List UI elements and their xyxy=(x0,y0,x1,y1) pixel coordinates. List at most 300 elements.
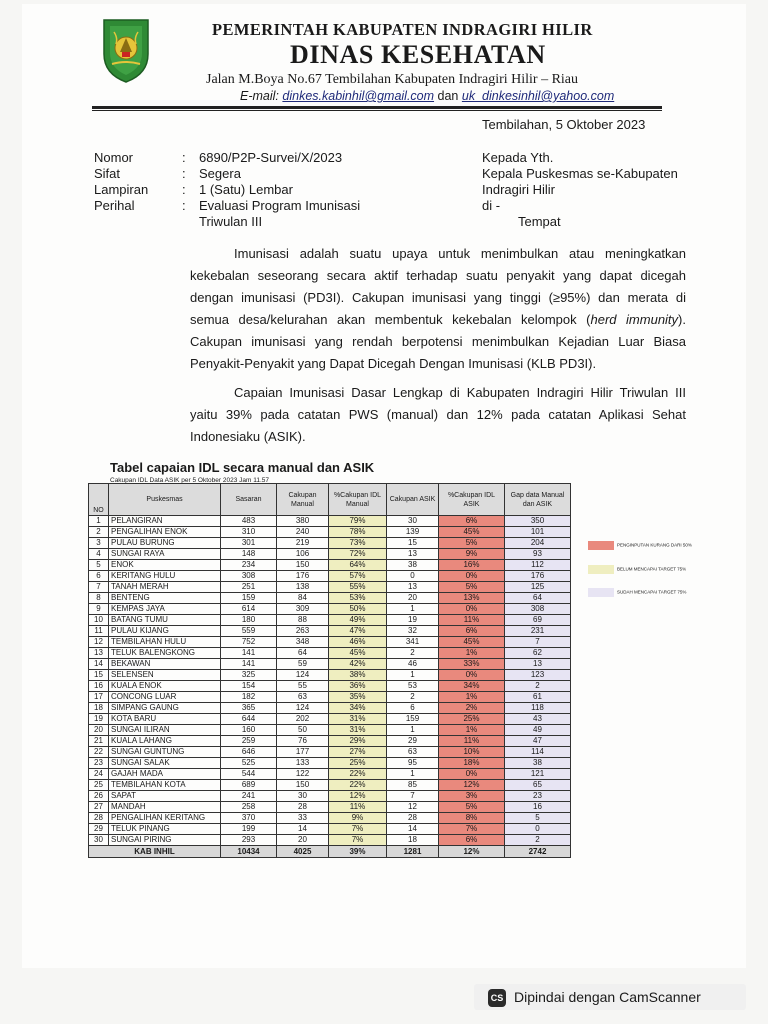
table-cell: 1% xyxy=(439,725,505,736)
meta-colon: : xyxy=(182,182,186,197)
table-cell: KUALA LAHANG xyxy=(109,736,221,747)
table-cell: 47% xyxy=(329,626,387,637)
table-cell: 78% xyxy=(329,527,387,538)
table-cell: 9% xyxy=(329,813,387,824)
table-title: Tabel capaian IDL secara manual dan ASIK xyxy=(110,460,375,475)
recipient-line: Tempat xyxy=(518,214,561,229)
table-cell: 240 xyxy=(277,527,329,538)
table-cell: SELENSEN xyxy=(109,670,221,681)
table-cell: 11% xyxy=(439,736,505,747)
table-cell: 141 xyxy=(221,648,277,659)
table-cell: 11 xyxy=(89,626,109,637)
table-cell: 2 xyxy=(505,835,571,846)
table-cell: PULAU KIJANG xyxy=(109,626,221,637)
table-cell: 13 xyxy=(89,648,109,659)
table-cell: 69 xyxy=(505,615,571,626)
table-cell: 49% xyxy=(329,615,387,626)
table-cell: 20 xyxy=(89,725,109,736)
table-cell: 25 xyxy=(89,780,109,791)
table-row xyxy=(89,571,571,582)
table-cell: ENOK xyxy=(109,560,221,571)
table-cell: 293 xyxy=(221,835,277,846)
table-cell: 7% xyxy=(329,824,387,835)
meta-value-lampiran: 1 (Satu) Lembar xyxy=(199,182,293,197)
table-row xyxy=(89,615,571,626)
recipient-line: di - xyxy=(482,198,501,213)
table-cell: 308 xyxy=(221,571,277,582)
table-cell: 64 xyxy=(277,648,329,659)
table-row xyxy=(89,637,571,648)
table-cell: 22 xyxy=(89,747,109,758)
table-cell: CONCONG LUAR xyxy=(109,692,221,703)
meta-value-perihal-cont: Triwulan III xyxy=(199,214,263,229)
column-header: %Cakupan IDL ASIK xyxy=(439,484,505,516)
table-cell: 241 xyxy=(221,791,277,802)
table-row xyxy=(89,560,571,571)
table-cell: 180 xyxy=(221,615,277,626)
table-cell: MANDAH xyxy=(109,802,221,813)
table-cell: 301 xyxy=(221,538,277,549)
table-cell: PENGALIHAN ENOK xyxy=(109,527,221,538)
table-cell: 59 xyxy=(277,659,329,670)
email-label: E-mail: xyxy=(240,89,279,103)
table-cell: 12% xyxy=(439,780,505,791)
table-cell: 38% xyxy=(329,670,387,681)
meta-label-nomor: Nomor xyxy=(94,150,134,165)
table-cell: 614 xyxy=(221,604,277,615)
total-cell: 12% xyxy=(439,846,505,858)
legend-item-below-50 xyxy=(588,541,692,550)
table-cell: 72% xyxy=(329,549,387,560)
letter-date: Tembilahan, 5 Oktober 2023 xyxy=(482,117,646,132)
table-cell: 7% xyxy=(329,835,387,846)
table-cell: 95 xyxy=(387,758,439,769)
table-cell: 88 xyxy=(277,615,329,626)
table-cell: 176 xyxy=(505,571,571,582)
table-cell: 7 xyxy=(387,791,439,802)
table-cell: 18 xyxy=(387,835,439,846)
table-cell: 1 xyxy=(387,604,439,615)
table-cell: 11% xyxy=(329,802,387,813)
table-cell: 5 xyxy=(505,813,571,824)
table-row xyxy=(89,769,571,780)
table-cell: 341 xyxy=(387,637,439,648)
table-cell: 21 xyxy=(89,736,109,747)
column-header: Cakupan ASIK xyxy=(387,484,439,516)
meta-value-sifat: Segera xyxy=(199,166,241,181)
total-label: KAB INHIL xyxy=(89,846,221,858)
table-cell: 1 xyxy=(89,516,109,527)
table-cell: 79% xyxy=(329,516,387,527)
table-row xyxy=(89,835,571,846)
table-cell: 42% xyxy=(329,659,387,670)
table-cell: 139 xyxy=(387,527,439,538)
table-cell: 14 xyxy=(89,659,109,670)
table-cell: 106 xyxy=(277,549,329,560)
table-cell: 10% xyxy=(439,747,505,758)
table-row xyxy=(89,758,571,769)
table-cell: SUNGAI GUNTUNG xyxy=(109,747,221,758)
table-cell: 25% xyxy=(329,758,387,769)
table-cell: 309 xyxy=(277,604,329,615)
recipient-line: Kepala Puskesmas se-Kabupaten xyxy=(482,166,678,181)
table-cell: 28 xyxy=(89,813,109,824)
table-cell: 9 xyxy=(89,604,109,615)
meta-colon: : xyxy=(182,150,186,165)
table-row xyxy=(89,747,571,758)
table-row xyxy=(89,692,571,703)
table-cell: 2 xyxy=(505,681,571,692)
table-cell: 7% xyxy=(439,824,505,835)
header-government-name: PEMERINTAH KABUPATEN INDRAGIRI HILIR xyxy=(212,20,593,39)
table-cell: 19 xyxy=(89,714,109,725)
table-cell: 13 xyxy=(387,549,439,560)
legend-label: PENGINPUTAN KURANG DARI 50% xyxy=(617,542,692,548)
total-cell: 1281 xyxy=(387,846,439,858)
camscanner-text: Dipindai dengan CamScanner xyxy=(514,989,701,1005)
recipient-line: Kepada Yth. xyxy=(482,150,554,165)
table-cell: 22% xyxy=(329,769,387,780)
table-cell: 251 xyxy=(221,582,277,593)
table-row xyxy=(89,791,571,802)
table-cell: 483 xyxy=(221,516,277,527)
table-cell: 525 xyxy=(221,758,277,769)
table-row xyxy=(89,626,571,637)
table-cell: 0 xyxy=(505,824,571,835)
table-cell: 55% xyxy=(329,582,387,593)
table-cell: 121 xyxy=(505,769,571,780)
table-cell: 24 xyxy=(89,769,109,780)
table-cell: 84 xyxy=(277,593,329,604)
meta-value-perihal: Evaluasi Program Imunisasi xyxy=(199,198,361,213)
table-cell: 38 xyxy=(387,560,439,571)
table-cell: 8% xyxy=(439,813,505,824)
table-cell: 29 xyxy=(89,824,109,835)
table-cell: 23 xyxy=(505,791,571,802)
table-cell: SUNGAI SALAK xyxy=(109,758,221,769)
table-cell: 27% xyxy=(329,747,387,758)
table-cell: PULAU BURUNG xyxy=(109,538,221,549)
table-cell: 33 xyxy=(277,813,329,824)
table-cell: 85 xyxy=(387,780,439,791)
table-row xyxy=(89,527,571,538)
table-cell: 64% xyxy=(329,560,387,571)
table-cell: SIMPANG GAUNG xyxy=(109,703,221,714)
legend-label: BELUM MENCAPAI TARGET 75% xyxy=(617,566,687,572)
legend-item-reached-target xyxy=(588,588,686,597)
table-cell: 13 xyxy=(387,582,439,593)
camscanner-icon: CS xyxy=(488,989,506,1007)
table-cell: 12 xyxy=(89,637,109,648)
table-cell: 62 xyxy=(505,648,571,659)
header-email-line xyxy=(240,89,614,103)
table-cell: 118 xyxy=(505,703,571,714)
table-cell: 34% xyxy=(329,703,387,714)
table-cell: 138 xyxy=(277,582,329,593)
table-cell: 1 xyxy=(387,725,439,736)
table-cell: 1 xyxy=(387,670,439,681)
table-cell: 559 xyxy=(221,626,277,637)
table-cell: 45% xyxy=(329,648,387,659)
table-cell: SAPAT xyxy=(109,791,221,802)
table-cell: 325 xyxy=(221,670,277,681)
table-cell: 13 xyxy=(505,659,571,670)
table-cell: 1% xyxy=(439,692,505,703)
table-cell: 20 xyxy=(277,835,329,846)
table-cell: 308 xyxy=(505,604,571,615)
table-cell: 14 xyxy=(277,824,329,835)
table-cell: 11% xyxy=(439,615,505,626)
table-cell: 122 xyxy=(277,769,329,780)
table-cell: 73% xyxy=(329,538,387,549)
table-cell: 114 xyxy=(505,747,571,758)
table-cell: 2 xyxy=(89,527,109,538)
table-cell: 6% xyxy=(439,516,505,527)
table-cell: 7 xyxy=(505,637,571,648)
table-cell: 33% xyxy=(439,659,505,670)
table-row xyxy=(89,824,571,835)
table-cell: 25% xyxy=(439,714,505,725)
table-cell: 63 xyxy=(277,692,329,703)
table-cell: 43 xyxy=(505,714,571,725)
table-cell: BATANG TUMU xyxy=(109,615,221,626)
legend-swatch xyxy=(588,565,614,574)
table-cell: 0 xyxy=(387,571,439,582)
table-cell: 34% xyxy=(439,681,505,692)
table-cell: 6% xyxy=(439,626,505,637)
table-cell: 27 xyxy=(89,802,109,813)
email-joiner: dan xyxy=(437,89,459,103)
table-cell: 6 xyxy=(89,571,109,582)
table-cell: 234 xyxy=(221,560,277,571)
table-row xyxy=(89,703,571,714)
table-cell: 50% xyxy=(329,604,387,615)
paragraph-text: ). Cakupan imunisasi yang rendah berpotensi menimbulkan Kejadian Luar Biasa Penyakit-Penyakit yang Dapat Dicegah Dengan Imunisasi (KLB PD3I). xyxy=(190,312,686,371)
meta-label-perihal: Perihal xyxy=(94,198,135,213)
table-cell: 2% xyxy=(439,703,505,714)
column-header: NO xyxy=(89,484,109,516)
table-cell: 28 xyxy=(387,813,439,824)
column-header: Puskesmas xyxy=(109,484,221,516)
table-cell: 12% xyxy=(329,791,387,802)
total-cell: 10434 xyxy=(221,846,277,858)
table-cell: 148 xyxy=(221,549,277,560)
column-header: Gap data Manual dan ASIK xyxy=(505,484,571,516)
table-row xyxy=(89,780,571,791)
table-cell: BENTENG xyxy=(109,593,221,604)
table-cell: 159 xyxy=(221,593,277,604)
table-cell: 53% xyxy=(329,593,387,604)
table-cell: SUNGAI ILIRAN xyxy=(109,725,221,736)
table-cell: KERITANG HULU xyxy=(109,571,221,582)
table-cell: 61 xyxy=(505,692,571,703)
table-cell: 6% xyxy=(439,835,505,846)
table-cell: 64 xyxy=(505,593,571,604)
legend-swatch xyxy=(588,588,614,597)
table-cell: 18 xyxy=(89,703,109,714)
table-cell: 350 xyxy=(505,516,571,527)
table-cell: 0% xyxy=(439,571,505,582)
table-cell: 18% xyxy=(439,758,505,769)
body-paragraph-2 xyxy=(190,382,686,448)
table-cell: 26 xyxy=(89,791,109,802)
table-cell: 16% xyxy=(439,560,505,571)
table-cell: PELANGIRAN xyxy=(109,516,221,527)
table-cell: 47 xyxy=(505,736,571,747)
header-address: Jalan M.Boya No.67 Tembilahan Kabupaten Indragiri Hilir – Riau xyxy=(206,72,579,87)
table-cell: 0% xyxy=(439,604,505,615)
table-cell: 13% xyxy=(439,593,505,604)
table-cell: 141 xyxy=(221,659,277,670)
table-cell: 125 xyxy=(505,582,571,593)
table-row xyxy=(89,648,571,659)
email-link-1[interactable]: dinkes.kabinhil@gmail.com xyxy=(282,89,435,103)
legend-label: SUDAH MENCAPAI TARGET 75% xyxy=(617,589,687,595)
table-cell: 3% xyxy=(439,791,505,802)
table-cell: 259 xyxy=(221,736,277,747)
table-cell: 6 xyxy=(387,703,439,714)
table-row xyxy=(89,604,571,615)
table-cell: 5% xyxy=(439,538,505,549)
paragraph-text: Imunisasi adalah suatu upaya untuk menimbulkan atau meningkatkan kekebalan seseorang secara aktif terhadap suatu penyakit yang dapat dicegah dengan imunisasi (PD3I). Cakupan imunisasi yang tinggi (≥95%) dan merata di semua desa/kelurahan akan membentuk kekebalan kelompok ( xyxy=(190,246,686,327)
table-cell: 263 xyxy=(277,626,329,637)
table-cell: 370 xyxy=(221,813,277,824)
table-row xyxy=(89,802,571,813)
table-cell: 65 xyxy=(505,780,571,791)
table-cell: 348 xyxy=(277,637,329,648)
table-row xyxy=(89,714,571,725)
meta-label-sifat: Sifat xyxy=(94,166,121,181)
table-cell: 31% xyxy=(329,714,387,725)
table-cell: KEMPAS JAYA xyxy=(109,604,221,615)
table-cell: 28 xyxy=(277,802,329,813)
table-row xyxy=(89,593,571,604)
paragraph-emphasis: herd immunity xyxy=(590,312,679,327)
table-cell: 5% xyxy=(439,582,505,593)
table-cell: GAJAH MADA xyxy=(109,769,221,780)
table-cell: 9% xyxy=(439,549,505,560)
table-cell: 5% xyxy=(439,802,505,813)
table-cell: 23 xyxy=(89,758,109,769)
table-cell: TANAH MERAH xyxy=(109,582,221,593)
table-cell: 45% xyxy=(439,527,505,538)
table-cell: TEMBILAHAN KOTA xyxy=(109,780,221,791)
table-cell: 3 xyxy=(89,538,109,549)
table-cell: 15 xyxy=(89,670,109,681)
legend-swatch xyxy=(588,541,614,550)
column-header: Cakupan Manual xyxy=(277,484,329,516)
table-row xyxy=(89,736,571,747)
table-cell: 16 xyxy=(505,802,571,813)
total-cell: 39% xyxy=(329,846,387,858)
table-cell: 182 xyxy=(221,692,277,703)
table-cell: PENGALIHAN KERITANG xyxy=(109,813,221,824)
table-cell: 22% xyxy=(329,780,387,791)
table-cell: 0% xyxy=(439,769,505,780)
table-cell: SUNGAI PIRING xyxy=(109,835,221,846)
total-cell: 2742 xyxy=(505,846,571,858)
table-cell: 12 xyxy=(387,802,439,813)
header-divider-thin xyxy=(92,110,662,111)
email-link-2[interactable]: uk_dinkesinhil@yahoo.com xyxy=(461,89,615,103)
table-row xyxy=(89,659,571,670)
table-cell: 29% xyxy=(329,736,387,747)
table-cell: SUNGAI RAYA xyxy=(109,549,221,560)
table-cell: 30 xyxy=(89,835,109,846)
table-cell: 45% xyxy=(439,637,505,648)
table-row xyxy=(89,582,571,593)
table-cell: 4 xyxy=(89,549,109,560)
table-cell: 49 xyxy=(505,725,571,736)
table-cell: 365 xyxy=(221,703,277,714)
table-cell: 1 xyxy=(387,769,439,780)
camscanner-watermark xyxy=(474,984,746,1010)
table-cell: 160 xyxy=(221,725,277,736)
table-cell: 19 xyxy=(387,615,439,626)
table-cell: 1% xyxy=(439,648,505,659)
table-cell: 176 xyxy=(277,571,329,582)
table-cell: 55 xyxy=(277,681,329,692)
table-cell: 124 xyxy=(277,703,329,714)
table-row xyxy=(89,681,571,692)
table-cell: 8 xyxy=(89,593,109,604)
table-cell: 123 xyxy=(505,670,571,681)
table-cell: 7 xyxy=(89,582,109,593)
table-cell: 35% xyxy=(329,692,387,703)
paragraph-text: Capaian Imunisasi Dasar Lengkap di Kabupaten Indragiri Hilir Triwulan III yaitu 39% pada catatan PWS (manual) dan 12% pada catatan Aplikasi Sehat Indonesiaku (ASIK). xyxy=(190,385,686,444)
table-row xyxy=(89,670,571,681)
meta-label-lampiran: Lampiran xyxy=(94,182,149,197)
regency-emblem-icon xyxy=(98,14,154,84)
table-row xyxy=(89,813,571,824)
table-cell: TELUK BALENGKONG xyxy=(109,648,221,659)
table-cell: 219 xyxy=(277,538,329,549)
table-cell: 46% xyxy=(329,637,387,648)
table-cell: 2 xyxy=(387,648,439,659)
table-cell: 112 xyxy=(505,560,571,571)
table-subtitle: Cakupan IDL Data ASIK per 5 Oktober 2023 Jam 11.57 xyxy=(110,477,269,484)
table-cell: 159 xyxy=(387,714,439,725)
table-cell: 36% xyxy=(329,681,387,692)
table-cell: 76 xyxy=(277,736,329,747)
table-header-row xyxy=(89,484,571,516)
meta-value-nomor: 6890/P2P-Survei/X/2023 xyxy=(199,150,343,165)
column-header: %Cakupan IDL Manual xyxy=(329,484,387,516)
table-cell: 38 xyxy=(505,758,571,769)
body-paragraph-1 xyxy=(190,243,686,375)
table-cell: 16 xyxy=(89,681,109,692)
table-cell: 150 xyxy=(277,560,329,571)
total-cell: 4025 xyxy=(277,846,329,858)
table-cell: 124 xyxy=(277,670,329,681)
table-cell: 689 xyxy=(221,780,277,791)
meta-colon: : xyxy=(182,198,186,213)
header-agency-name: DINAS KESEHATAN xyxy=(290,40,546,69)
table-cell: 53 xyxy=(387,681,439,692)
table-cell: 57% xyxy=(329,571,387,582)
table-cell: 204 xyxy=(505,538,571,549)
table-cell: 150 xyxy=(277,780,329,791)
legend-item-below-target xyxy=(588,565,686,574)
idl-coverage-table xyxy=(88,483,571,858)
table-row xyxy=(89,538,571,549)
table-cell: 30 xyxy=(387,516,439,527)
table-cell: TELUK PINANG xyxy=(109,824,221,835)
table-cell: 154 xyxy=(221,681,277,692)
table-total-row xyxy=(89,846,571,858)
table-cell: 752 xyxy=(221,637,277,648)
table-cell: 544 xyxy=(221,769,277,780)
